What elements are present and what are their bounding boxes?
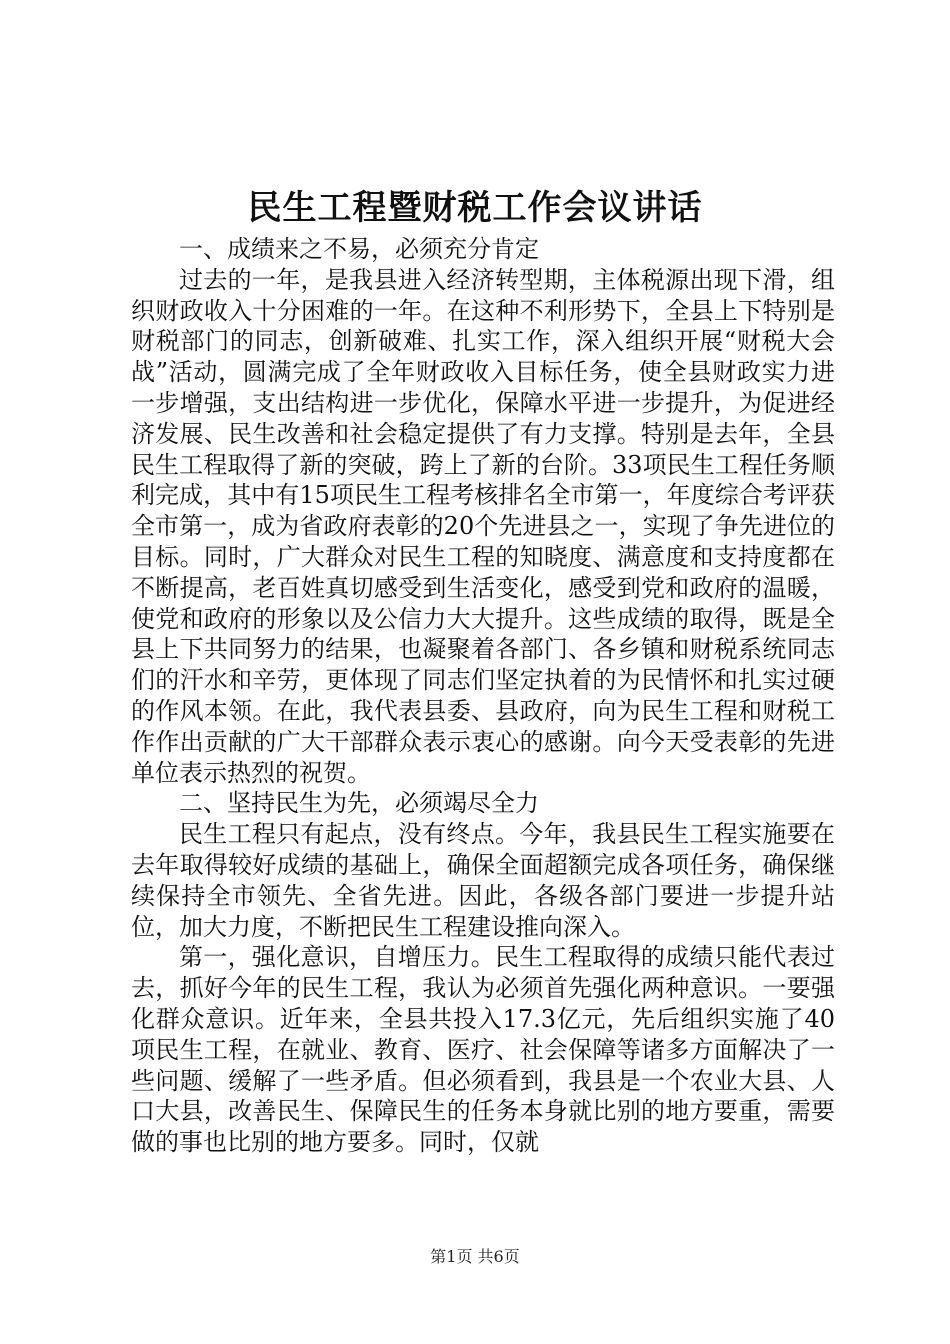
- section-heading-2: 二、坚持民生为先，必须竭尽全力: [179, 789, 539, 818]
- section-heading-1: 一、成绩来之不易，必须充分肯定: [179, 235, 539, 263]
- document-title: 民生工程暨财税工作会议讲话: [247, 188, 703, 228]
- body-paragraph-1: 过去的一年，是我县进入经济转型期，主体税源出现下滑，组织财政收入十分困难的一年。在这种不利形势下，全县上下特别是财税部门的同志，创新破难、扎实工作，深入组织开展“财税大会战”活动，圆满完成了全年财政收入目标任务，使全县财政实力进一步增强，支出结构进一步优化，保障水平进一步提升，为促进经济发展、民生改善和社会稳定提供了有力支撑。特别是去年，全县民生工程取得了新的突破，跨上了新的台阶。33项民生工程任务顺利完成，其中有15项民生工程考核排名全市第一，年度综合考评获全市第一，成为省政府表彰的20个先进县之一，实现了争先进位的目标。同时，广大群众对民生工程的知晓度、满意度和支持度都在不断提高，老百姓真切感受到生活变化，感受到党和政府的温暖，使党和政府的形象以及公信力大大提升。这些成绩的取得，既是全县上下共同努力的结果，也凝聚着各部门、各乡镇和财税系统同志们的汗水和辛劳，更体现了同志们坚定执着的为民情怀和扎实过硬的作风本领。在此，我代表县委、县政府，向为民生工程和财税工作作出贡献的广大干部群众表示衷心的感谢。向今天受表彰的先进单位表示热烈的祝贺。: [131, 265, 835, 787]
- page-number-footer: 第1页 共6页: [430, 1247, 520, 1266]
- body-paragraph-3: 第一，强化意识，自增压力。民生工程取得的成绩只能代表过去，抓好今年的民生工程，我认为必须首先强化两种意识。一要强化群众意识。近年来，全县共投入17.3亿元，先后组织实施了40项民生工程，在就业、教育、医疗、社会保障等诸多方面解决了一些问题、缓解了一些矛盾。但必须看到，我县是一个农业大县、人口大县，改善民生、保障民生的任务本身就比别的地方要重，需要做的事也比别的地方要多。同时，仅就: [131, 943, 835, 1157]
- body-paragraph-2: 民生工程只有起点，没有终点。今年，我县民生工程实施要在去年取得较好成绩的基础上，确保全面超额完成各项任务，确保继续保持全市领先、全省先进。因此，各级各部门要进一步提升站位，加大力度，不断把民生工程建设推向深入。: [131, 820, 835, 941]
- document-body: [131, 234, 835, 1158]
